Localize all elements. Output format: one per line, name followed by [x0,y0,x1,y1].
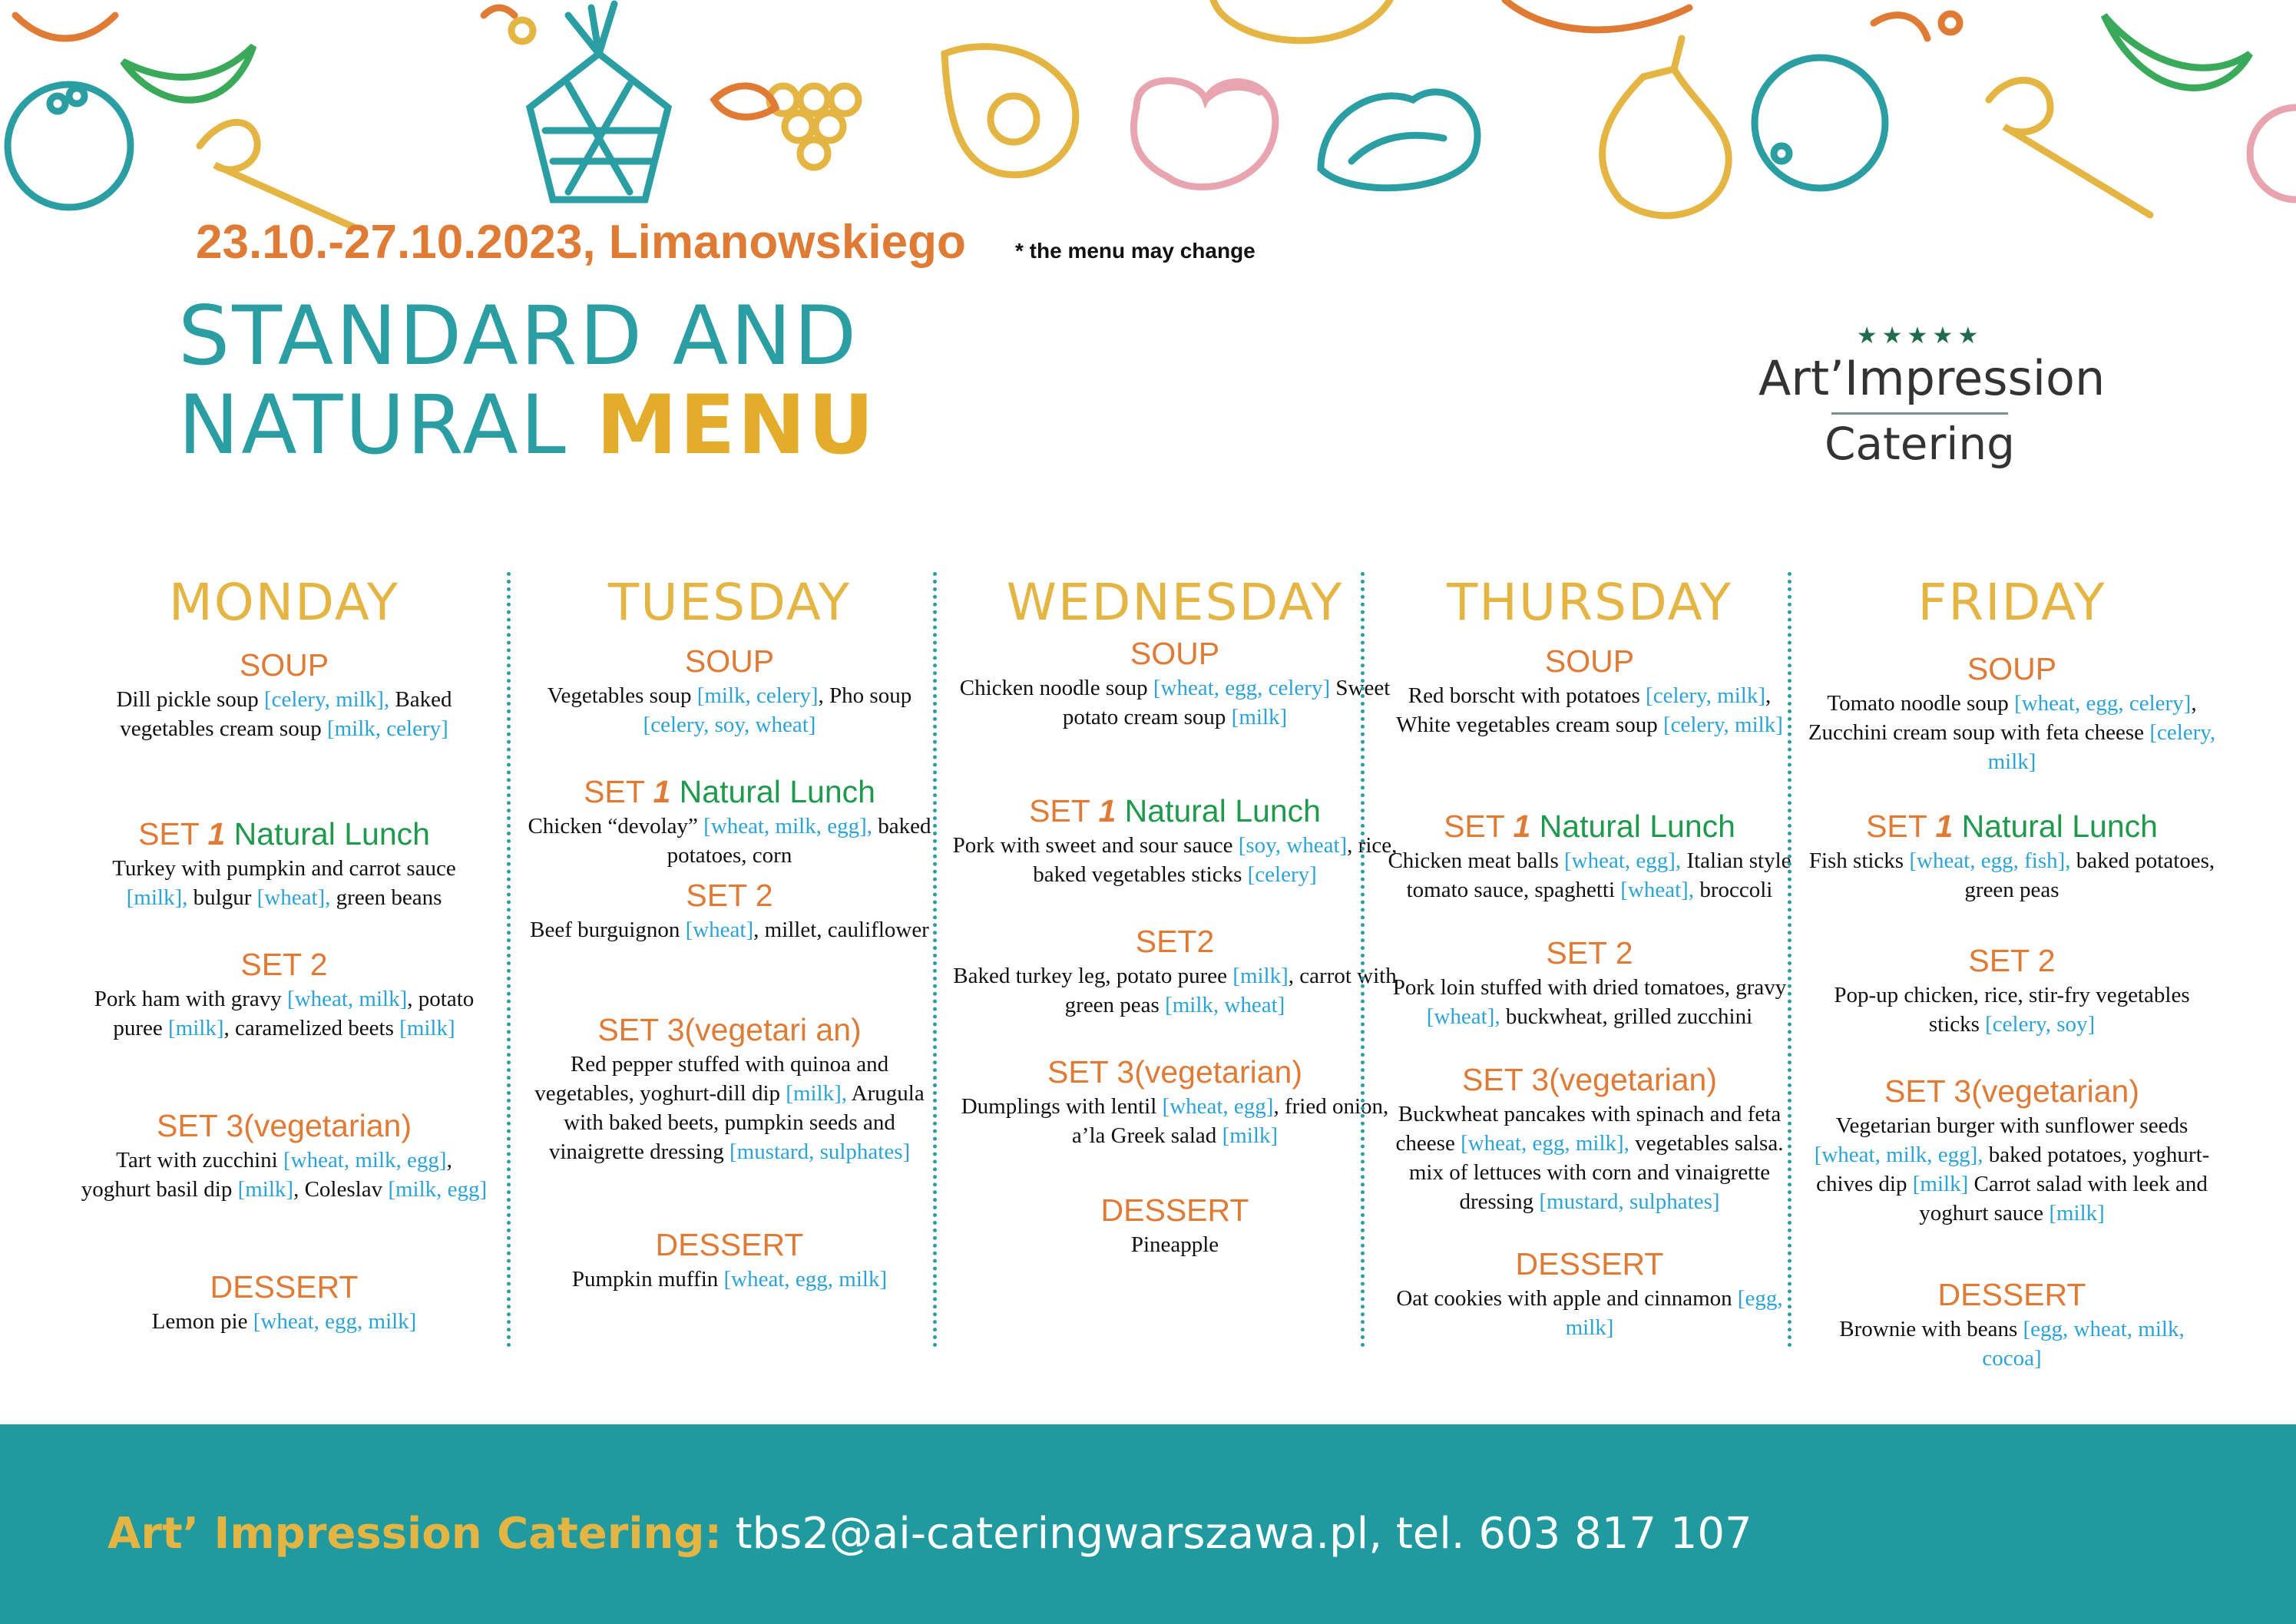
allergen-label: [mustard, sulphates] [1539,1189,1720,1214]
set1-dish-text [1382,846,1797,905]
set2-label: SET 2 [240,947,328,982]
dish-text: buckwheat, grilled zucchini [1500,1004,1753,1029]
natural-lunch-label: Natural Lunch [670,774,875,809]
day-name: THURSDAY [1446,573,1732,632]
set3-section [522,1010,937,1166]
set3-dish-text [1805,1111,2219,1228]
dish-text: Pineapple [1130,1232,1219,1257]
dish-text: bulgur [187,885,257,910]
dish-text: Chicken “devolay” [528,814,704,838]
allergen-label: [milk] [1231,705,1288,729]
pineapple-leaf-icon [568,4,614,54]
allergen-label: [wheat, milk, egg], [1814,1143,1983,1167]
set2-label: SET 2 [686,878,773,913]
allergen-label: [wheat, milk] [287,987,408,1011]
fruit-vegetable-decoration [0,0,2296,230]
set3-section-heading [1382,1060,1797,1100]
set3-dish-text [522,1050,937,1166]
natural-lunch-label: Natural Lunch [1530,809,1735,844]
orange-icon [1755,58,1885,188]
dessert-section-heading [1382,1244,1797,1284]
dish-text: Italian style tomato sauce, spaghetti [1406,848,1791,902]
dessert-label: DESSERT [210,1269,359,1305]
dish-text: Baked turkey leg, potato puree [953,964,1233,988]
set1-section [1805,806,2219,905]
allergen-label: [wheat, egg, milk] [723,1267,888,1292]
logo-divider [1831,412,2008,415]
dessert-label: DESSERT [1100,1192,1249,1228]
set3-label: SET 3(vegetarian) [1462,1062,1717,1097]
dish-text: Turkey with pumpkin and carrot sauce [112,856,456,881]
set2-section [522,875,937,944]
dessert-label: DESSERT [655,1227,804,1262]
dessert-section [945,1190,1405,1259]
set2-dish-text [77,984,491,1043]
soup-label: SOUP [1967,651,2057,686]
dish-text: , Pho soup [818,683,912,708]
allergen-label: [wheat, egg, milk] [253,1309,417,1334]
dessert-dish-text [77,1307,491,1336]
dessert-dish-text [945,1230,1405,1259]
dish-text: Arugula with baked beets, pumpkin seeds and vinaigrette dressing [548,1081,925,1164]
seed-icon [1774,146,1789,161]
set-label: SET [1866,809,1936,844]
soup-section-heading [1382,641,1797,681]
day-column-friday [1805,568,2219,1371]
fish-icon [1505,0,1689,30]
dish-text: , rice, baked vegetables sticks [1033,833,1398,887]
day-name: MONDAY [168,573,400,632]
logo-sub: Catering [1824,418,2015,470]
dish-text: Vegetarian burger with sunflower seeds [1835,1113,2188,1138]
natural-lunch-label: Natural Lunch [1953,809,2158,844]
set3-section [77,1106,491,1204]
allergen-label: [egg, milk] [1565,1286,1783,1340]
dish-text: , potato puree [113,987,475,1040]
dessert-section [1382,1244,1797,1342]
avocado-pit-icon [991,96,1037,142]
allergen-label: [celery, milk] [1662,713,1783,737]
day-name: TUESDAY [607,573,852,632]
day-column-thursday [1382,568,1797,1367]
set2-section [1805,941,2219,1039]
footer-contact-details: tbs2@ai-cateringwarszawa.pl, tel. 603 817 107 [721,1509,1752,1559]
soup-dish-text [945,673,1405,732]
soup-label: SOUP [239,647,329,683]
footer-contact [108,1509,1752,1559]
natural-lunch-label: Natural Lunch [225,816,430,852]
set2-section [945,921,1405,1020]
soup-label: SOUP [1544,643,1635,679]
set3-section-heading [77,1106,491,1146]
dish-text: Red pepper stuffed with quinoa and vegetables, yoghurt-dill dip [534,1052,889,1106]
dessert-section [522,1225,937,1294]
set1-dish-text [1805,846,2219,905]
set1-section [77,814,491,912]
set3-label: SET 3(vegetarian) [157,1108,412,1143]
set-label: SET [138,816,208,852]
dish-text: , White vegetables cream soup [1396,683,1772,737]
dish-text: Tart with zucchini [116,1148,283,1173]
day-name: WEDNESDAY [1006,573,1344,632]
dish-text: Pumpkin muffin [571,1267,724,1292]
dish-text: Red borscht with potatoes [1408,683,1646,708]
allergen-label: [celery, soy] [1985,1012,2096,1037]
set3-section-heading [522,1010,937,1050]
set-number: 1 [1935,809,1954,844]
set2-label: SET2 [1135,924,1215,959]
set3-label: SET 3(vegetari an) [597,1012,862,1047]
dish-text: Pork with sweet and sour sauce [952,833,1239,858]
grape-icon [800,86,828,114]
spoon-icon [200,122,361,230]
dish-text: baked potatoes, yoghurt-chives dip [1816,1143,2210,1196]
column-divider [507,572,511,1348]
allergen-label: [celery] [1247,862,1317,887]
dish-text: Oat cookies with apple and cinnamon [1396,1286,1738,1311]
day-name: FRIDAY [1917,573,2106,632]
soup-label: SOUP [684,643,775,679]
soup-dish-text [522,681,937,739]
set-number: 1 [207,816,226,852]
allergen-label: [milk], [126,885,188,910]
grape-icon [816,113,843,141]
set3-dish-text [945,1092,1405,1150]
title-line-2 [178,378,877,472]
allergen-label: [wheat, egg, celery] [1153,676,1331,700]
dish-text: vegetables salsa. mix of lettuces with corn and vinaigrette dressing [1408,1131,1784,1214]
dish-text: , carrot with green peas [1064,964,1397,1017]
soup-section-heading [945,633,1405,673]
set2-label: SET 2 [1968,943,2056,978]
melon-icon [2250,107,2296,200]
dish-text: Tomato noodle soup [1827,691,2015,716]
allergen-label: [milk, egg] [388,1177,488,1202]
set2-dish-text [945,961,1405,1020]
allergen-label: [milk, celery] [326,716,448,741]
set3-section-heading [1805,1071,2219,1111]
allergen-label: [mustard, sulphates] [729,1139,911,1164]
berry-icon [511,20,533,41]
dessert-section [1805,1275,2219,1373]
pear-icon [1603,69,1729,216]
set2-dish-text [1805,981,2219,1039]
dish-text: Lemon pie [151,1309,253,1334]
soup-section [945,633,1405,732]
set3-label: SET 3(vegetarian) [1047,1054,1302,1090]
set2-section-heading [1805,941,2219,981]
allergen-label: [egg, wheat, milk, cocoa] [1982,1317,2185,1371]
dessert-dish-text [522,1265,937,1294]
set1-section [522,772,937,870]
dish-text: Baked vegetables cream soup [120,687,452,741]
title-line-1: STANDARD AND [178,289,859,383]
set1-section [945,791,1405,889]
set2-section-heading [1382,933,1797,973]
set1-section [1382,806,1797,905]
pineapple-icon [530,54,668,200]
allergen-label: [wheat], [1620,878,1695,902]
dish-text: Pork loin stuffed with dried tomatoes, gravy [1392,975,1787,1000]
dish-text: , Coleslav [293,1177,389,1202]
allergen-label: [wheat, milk, egg] [283,1148,447,1173]
dish-text: Dumplings with lentil [961,1094,1163,1119]
allergen-label: [celery, milk] [1646,683,1765,708]
leaf-icon [1874,15,1927,38]
allergen-label: [milk, celery] [696,683,819,708]
allergen-label: [soy, wheat] [1238,833,1348,858]
allergen-label: [celery, milk] [1987,720,2216,774]
set-label: SET [584,774,653,809]
dish-text: , yoghurt basil dip [81,1148,452,1202]
set1-section-heading [1382,806,1797,846]
allergen-label: [wheat, egg, celery] [2014,691,2192,716]
set-label: SET [1444,809,1514,844]
set1-dish-text [945,831,1405,889]
set2-section [77,944,491,1043]
soup-dish-text [1382,681,1797,739]
dish-text: Carrot salad with leek and yoghurt sauce [1919,1172,2208,1225]
set3-dish-text [1382,1100,1797,1216]
dessert-section [77,1267,491,1336]
dish-text: Pork ham with gravy [94,987,288,1011]
allergen-label: [wheat, milk, egg], [703,814,873,838]
dish-text: baked potatoes, green peas [1964,848,2215,902]
allergen-label: [wheat] [685,918,754,942]
allergen-label: [wheat, egg], [1564,848,1682,873]
set2-section [1382,933,1797,1031]
day-column-monday [77,568,491,1367]
dish-text: , caramelized beets [223,1016,400,1040]
allergen-label: [wheat], [256,885,331,910]
set1-section-heading [945,791,1405,831]
soup-section [522,641,937,739]
dish-text: Fish sticks [1808,848,1910,873]
set2-label: SET 2 [1546,935,1633,971]
set2-dish-text [1382,973,1797,1031]
allergen-label: [milk] [168,1016,224,1040]
dish-text: Chicken noodle soup [959,676,1153,700]
logo-brand: Art’Impression [1758,350,2106,406]
set1-dish-text [77,854,491,912]
set1-section-heading [522,772,937,812]
dish-text: Vegetables soup [547,683,697,708]
set1-dish-text [522,812,937,870]
soup-section [77,645,491,743]
dessert-label: DESSERT [1937,1277,2086,1312]
dish-text: , millet, cauliflower [753,918,929,942]
grape-icon [785,113,812,141]
set-number: 1 [653,774,671,809]
lettuce-vein-icon [1351,135,1444,161]
dessert-section-heading [945,1190,1405,1230]
set3-label: SET 3(vegetarian) [1884,1073,2139,1109]
orange-icon [69,88,84,104]
footer-company-label: Art’ Impression Catering: [108,1509,722,1559]
day-column-wednesday [945,568,1405,1367]
allergen-label: [milk] [1222,1123,1279,1148]
set-number: 1 [1098,793,1117,829]
allergen-label: [celery, soy, wheat] [643,713,816,737]
set-label: SET [1029,793,1099,829]
set2-section-heading [77,944,491,984]
menu-title [178,289,877,472]
soup-dish-text [1805,689,2219,776]
dessert-section-heading [1805,1275,2219,1315]
weekly-menu [77,568,2227,1371]
banana-icon [2104,15,2250,88]
soup-section-heading [522,641,937,681]
day-column-tuesday [522,568,937,1367]
grape-icon [800,140,828,167]
pear-stem-icon [1674,38,1682,69]
dessert-dish-text [1382,1284,1797,1342]
allergen-label: [milk] [1912,1172,1969,1196]
allergen-label: [wheat, egg, fish], [1909,848,2071,873]
dish-text: Sweet potato cream soup [1062,676,1391,729]
berry-icon [1941,14,1960,32]
dish-text: Buckwheat pancakes with spinach and feta cheese [1395,1102,1782,1156]
allergen-label: [wheat], [1426,1004,1500,1029]
allergen-label: [milk] [1232,964,1289,988]
dish-text: Beef burguignon [530,918,686,942]
title-natural: NATURAL [178,378,597,472]
set3-section [945,1052,1405,1150]
spoon-icon [1989,81,2150,215]
catering-logo [1758,322,2106,470]
avocado-icon [945,47,1076,175]
allergen-label: [milk] [237,1177,294,1202]
soup-label: SOUP [1130,636,1220,671]
soup-section [1382,641,1797,739]
set3-section [1382,1060,1797,1216]
dish-text: Brownie with beans [1839,1317,2023,1341]
set1-section-heading [1805,806,2219,846]
allergen-label: [milk] [399,1016,455,1040]
set3-dish-text [77,1146,491,1204]
leaf-icon [15,15,115,38]
dish-text: Chicken meat balls [1388,848,1564,873]
set3-section [1805,1071,2219,1228]
allergen-label: [milk] [2049,1201,2105,1225]
allergen-label: [celery, milk], [263,687,390,712]
dish-text: baked potatoes, corn [667,814,931,868]
star-rating-icon: ★★★★★ [1856,322,1983,349]
dish-text: Dill pickle soup [116,687,264,712]
date-location-heading: 23.10.-27.10.2023, Limanowskiego [196,216,966,269]
allergen-label: [wheat, egg, milk], [1461,1131,1629,1156]
column-divider [933,572,937,1348]
natural-lunch-label: Natural Lunch [1116,793,1321,829]
dessert-section-heading [77,1267,491,1307]
set-number: 1 [1513,809,1531,844]
dessert-section-heading [522,1225,937,1265]
dish-text: , fried onion, a’la Greek salad [1071,1094,1389,1148]
pineapple-grid-icon [545,84,660,192]
set3-section-heading [945,1052,1405,1092]
dish-text: Pop-up chicken, rice, stir-fry vegetables sticks [1834,983,2190,1037]
set2-dish-text [522,915,937,944]
set2-section-heading [522,875,937,915]
banana-icon [123,46,253,100]
dish-text: green beans [330,885,442,910]
title-menu-word: MENU [596,378,877,472]
soup-section-heading [1805,649,2219,689]
melon-icon [1213,0,1390,41]
orange-icon [50,96,65,111]
soup-dish-text [77,685,491,743]
dessert-dish-text [1805,1315,2219,1373]
dish-text: , Zucchini cream soup with feta cheese [1808,691,2197,745]
allergen-label: [milk, wheat] [1165,993,1285,1017]
dessert-label: DESSERT [1515,1246,1664,1282]
dish-text: broccoli [1694,878,1773,902]
soup-section-heading [77,645,491,685]
allergen-label: [wheat, egg] [1162,1094,1274,1119]
soup-section [1805,649,2219,776]
column-divider [1788,572,1791,1348]
grapes-icon [484,8,514,15]
set1-section-heading [77,814,491,854]
column-divider [1361,572,1365,1348]
menu-change-note: * the menu may change [1015,239,1256,263]
set2-section-heading [945,921,1405,961]
grape-icon [831,86,859,114]
allergen-label: [milk], [786,1081,848,1106]
